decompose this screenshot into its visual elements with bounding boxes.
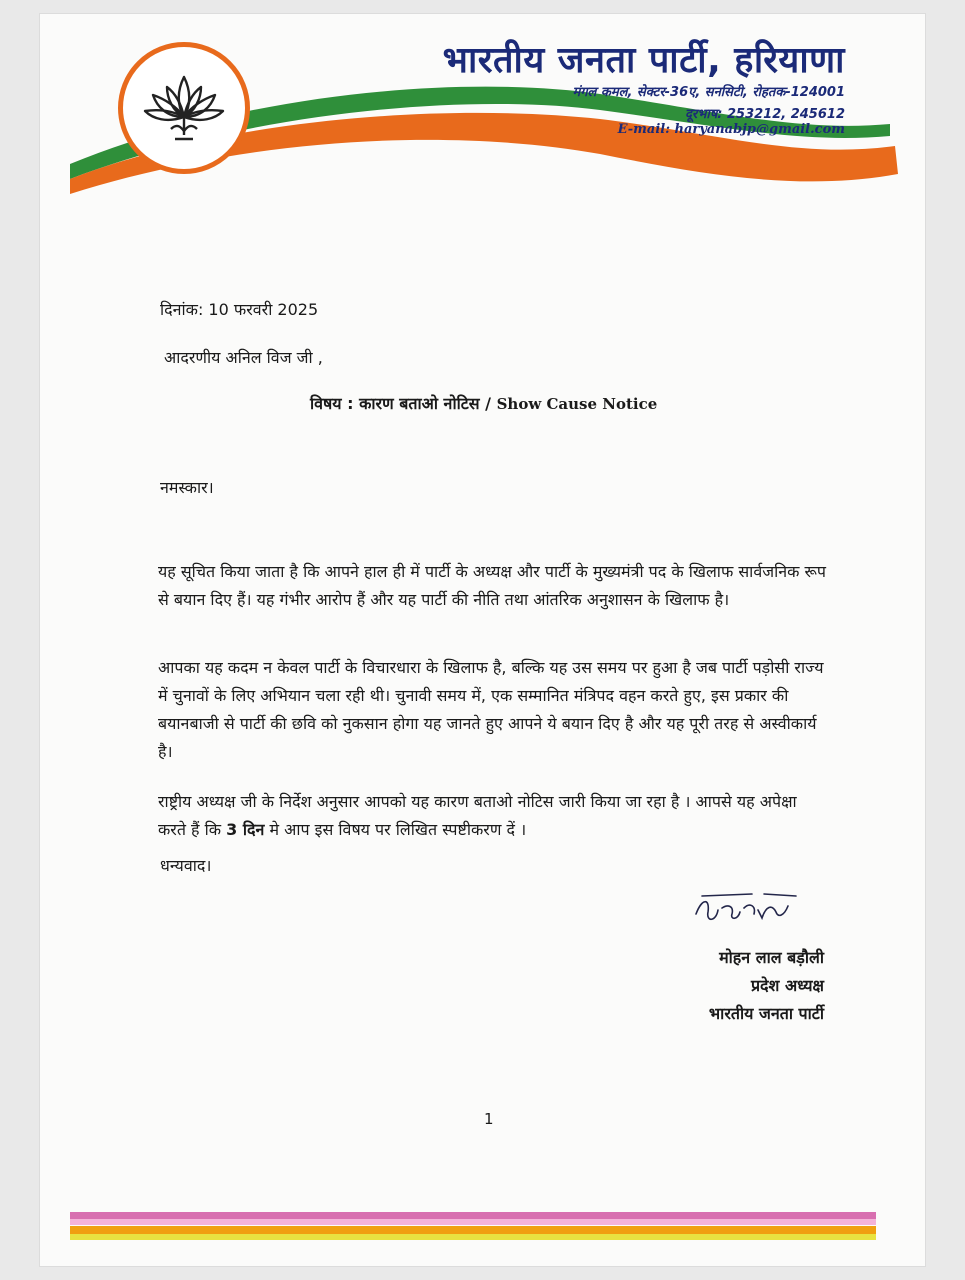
paragraph-2: आपका यह कदम न केवल पार्टी के विचारधारा के खिलाफ है, बल्कि यह उस समय पर हुआ है जब पार्टी पड़ोसी राज्य में चुनावों के लिए अभियान चला रही थी। चुनावी समय में, एक सम्मानित मंत्रिपद वहन करते हुए, इस प्रकार की बयानबाजी से पार्टी की छवि को नुकसान होगा यह जानते हुए आपने ये बयान दिए है और यह पूरी तरह से अस्वीकार्य है। bbox=[158, 658, 824, 761]
subject-english: Show Cause Notice bbox=[496, 395, 658, 413]
paragraph-3-part-a: राष्ट्रीय अध्यक्ष जी के निर्देश अनुसार आपको यह कारण बताओ नोटिस जारी किया जा रहा है । आपसे यह अपेक्षा करते हैं कि bbox=[158, 792, 797, 839]
signer-title: प्रदेश अध्यक्ष bbox=[750, 976, 824, 995]
signer-organization: भारतीय जनता पार्टी bbox=[708, 1004, 824, 1023]
bjp-logo bbox=[118, 42, 250, 174]
paragraph-1: यह सूचित किया जाता है कि आपने हाल ही में पार्टी के अध्यक्ष और पार्टी के मुख्यमंत्री पद के खिलाफ सार्वजनिक रूप से बयान दिए हैं। यह गंभीर आरोप हैं और यह पार्टी की नीति तथा आंतरिक अनुशासन के खिलाफ है। bbox=[158, 562, 827, 609]
letter-salutation: आदरणीय अनिल विज जी , bbox=[164, 348, 323, 367]
letter-closing: धन्यवाद। bbox=[160, 856, 212, 875]
letter-greeting: नमस्कार। bbox=[160, 478, 214, 497]
letterhead-phone: दूरभाष: 253212, 245612 bbox=[685, 107, 845, 122]
subject-separator: / bbox=[479, 394, 497, 413]
letterhead-email: E-mail: haryanabjp@gmail.com bbox=[617, 122, 845, 137]
letter-page bbox=[40, 14, 925, 1266]
paragraph-3-deadline: 3 दिन bbox=[226, 820, 265, 839]
paragraph-3 bbox=[158, 788, 828, 844]
subject-hindi: विषय : कारण बताओ नोटिस bbox=[310, 394, 480, 413]
handwritten-signature bbox=[692, 884, 802, 934]
letter-subject bbox=[310, 392, 657, 414]
footer-stripes bbox=[70, 1212, 880, 1242]
paragraph-3-part-b: मे आप इस विषय पर लिखित स्पष्टीकरण दें । bbox=[264, 820, 527, 839]
lotus-icon bbox=[137, 61, 231, 155]
signer-name: मोहन लाल बड़ौली bbox=[719, 948, 824, 967]
party-name: भारतीय जनता पार्टी, हरियाणा bbox=[442, 40, 845, 81]
signature-block bbox=[676, 944, 824, 1028]
page-number: 1 bbox=[484, 1110, 494, 1128]
letterhead-address: मंगल कमल, सेक्टर-36ए, सनसिटी, रोहतक-124001 bbox=[572, 85, 845, 100]
letter-date: दिनांक: 10 फरवरी 2025 bbox=[160, 300, 319, 319]
